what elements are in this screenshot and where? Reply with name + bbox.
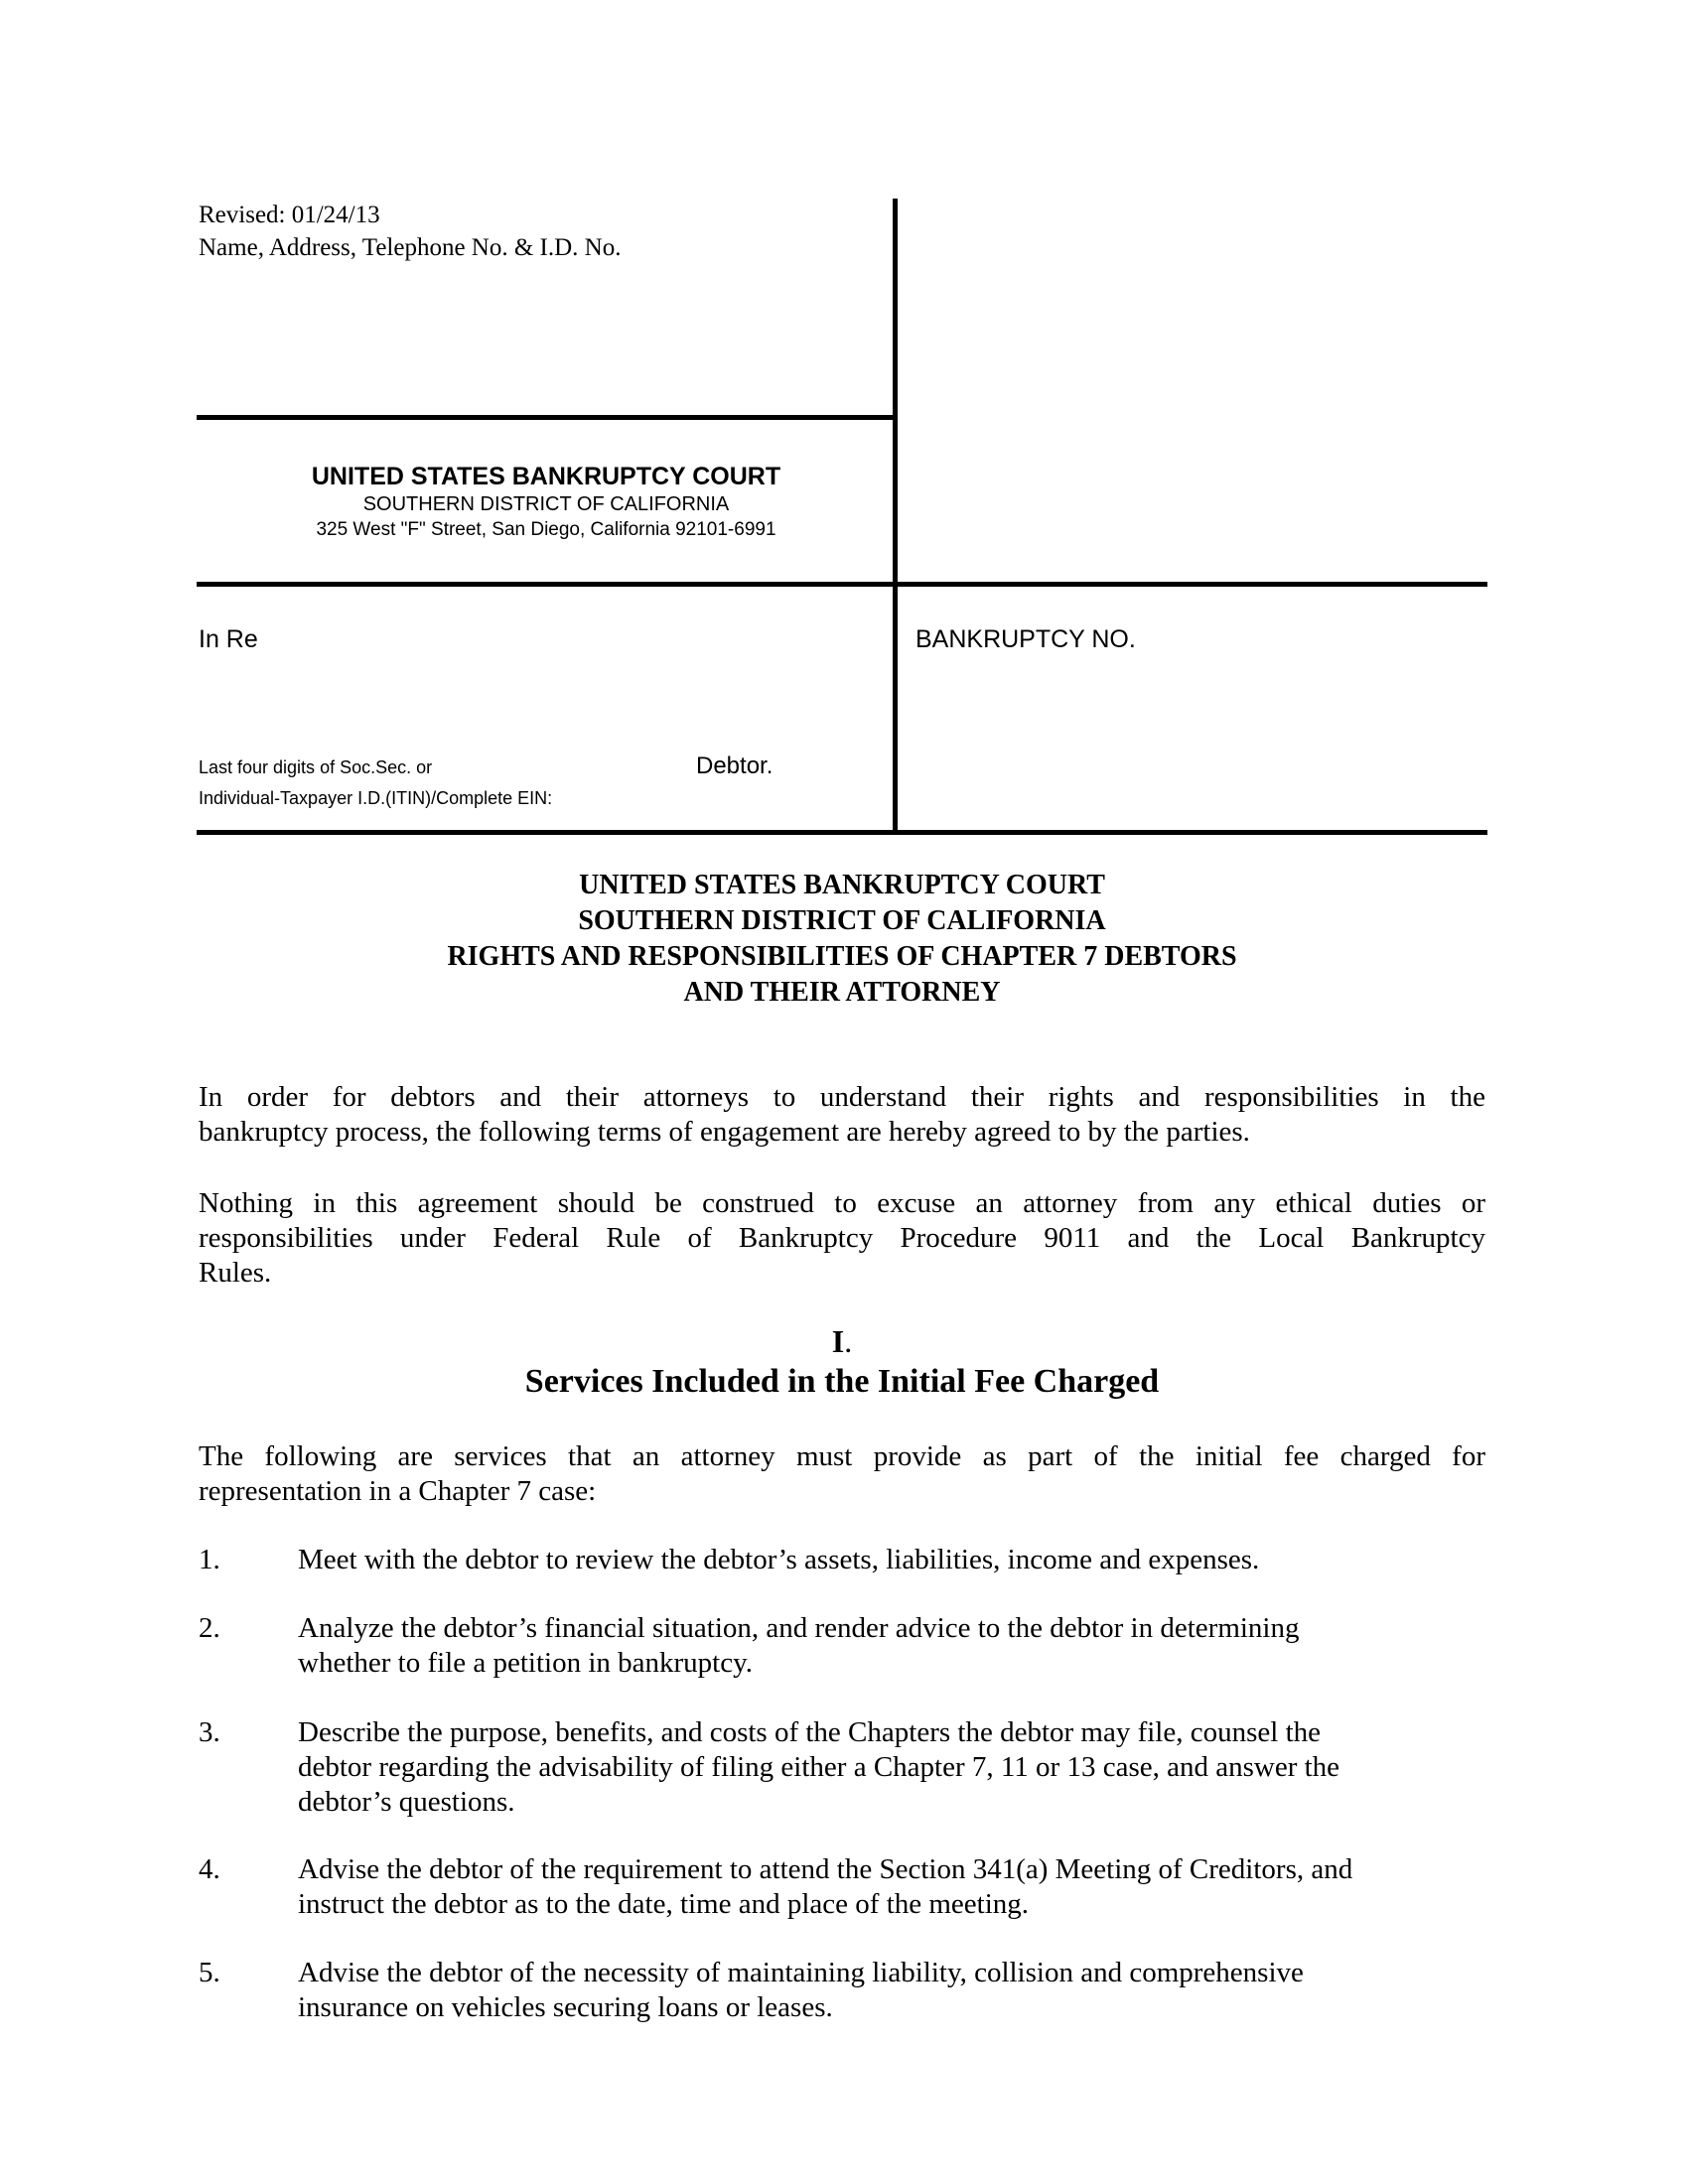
debtor-label: Debtor. (696, 752, 774, 779)
list-item-line: whether to file a petition in bankruptcy. (298, 1647, 753, 1679)
list-item-line: debtor’s questions. (298, 1786, 515, 1818)
section-numeral-dot: . (844, 1323, 853, 1359)
title-line-1: UNITED STATES BANKRUPTCY COURT (579, 870, 1105, 900)
section-numeral (199, 1322, 1485, 1360)
list-item-number: 1. (199, 1544, 220, 1575)
list-item-line: Describe the purpose, benefits, and costs of the Chapters the debtor may file, counsel the (298, 1716, 1321, 1748)
intro-paragraph-1 (199, 1080, 1485, 1150)
court-name: UNITED STATES BANKRUPTCY COURT (311, 463, 781, 490)
list-item-number: 3. (199, 1716, 220, 1748)
in-re-label: In Re (199, 625, 258, 653)
intro-paragraph-2 (199, 1186, 1485, 1291)
intro-p1-line2: bankruptcy process, the following terms of engagement are hereby agreed to by the parties. (199, 1116, 1250, 1148)
section-heading: Services Included in the Initial Fee Charged (524, 1363, 1160, 1400)
court-box-bottom-rule (197, 582, 1487, 587)
intro-p2-line2: responsibilities under Federal Rule of Bankruptcy Procedure 9011 and the Local Bankruptcy (199, 1222, 1485, 1254)
list-item-line: debtor regarding the advisability of filing either a Chapter 7, 11 or 13 case, and answer the (298, 1751, 1340, 1783)
list-item-number: 4. (199, 1853, 220, 1885)
list-item-line: Advise the debtor of the necessity of maintaining liability, collision and comprehensive (298, 1957, 1304, 1988)
ssn-label-line2: Individual-Taxpayer I.D.(ITIN)/Complete EIN: (199, 788, 553, 808)
title-line-4: AND THEIR ATTORNEY (683, 977, 1001, 1008)
section-lead-paragraph (199, 1439, 1485, 1509)
list-item-line: Meet with the debtor to review the debtor’s assets, liabilities, income and expenses. (298, 1544, 1260, 1575)
revised-date: Revised: 01/24/13 (199, 202, 380, 228)
section-lead-line1: The following are services that an attorney must provide as part of the initial fee charged for (199, 1440, 1485, 1472)
intro-p2-line3: Rules. (199, 1257, 272, 1289)
court-district: SOUTHERN DISTRICT OF CALIFORNIA (362, 493, 730, 515)
bankruptcy-no-label: BANKRUPTCY NO. (915, 625, 1136, 653)
title-line-3: RIGHTS AND RESPONSIBILITIES OF CHAPTER 7 DEBTORS (447, 941, 1237, 972)
caption-bottom-rule (197, 830, 1487, 835)
list-item-line: Advise the debtor of the requirement to attend the Section 341(a) Meeting of Creditors, and (298, 1853, 1353, 1885)
title-line-2: SOUTHERN DISTRICT OF CALIFORNIA (578, 905, 1106, 936)
intro-p1-line1: In order for debtors and their attorneys to understand their rights and responsibilities in the (199, 1081, 1485, 1113)
list-item-line: instruct the debtor as to the date, time and place of the meeting. (298, 1888, 1030, 1920)
list-item-line: insurance on vehicles securing loans or leases. (298, 1991, 833, 2023)
attorney-box-bottom-rule (197, 415, 896, 420)
court-address: 325 West "F" Street, San Diego, California 92101-6991 (316, 519, 776, 540)
list-item-number: 2. (199, 1612, 220, 1644)
section-lead-line2: representation in a Chapter 7 case: (199, 1475, 597, 1507)
document-title (199, 868, 1485, 1011)
intro-p2-line1: Nothing in this agreement should be construed to excuse an attorney from any ethical duties or (199, 1187, 1485, 1219)
attorney-info-label: Name, Address, Telephone No. & I.D. No. (199, 234, 622, 261)
court-block (199, 462, 894, 543)
list-item-number: 5. (199, 1957, 220, 1988)
ssn-label-line1: Last four digits of Soc.Sec. or (199, 757, 433, 777)
section-numeral-text: I (831, 1323, 845, 1359)
list-item-line: Analyze the debtor’s financial situation, and render advice to the debtor in determining (298, 1612, 1300, 1644)
